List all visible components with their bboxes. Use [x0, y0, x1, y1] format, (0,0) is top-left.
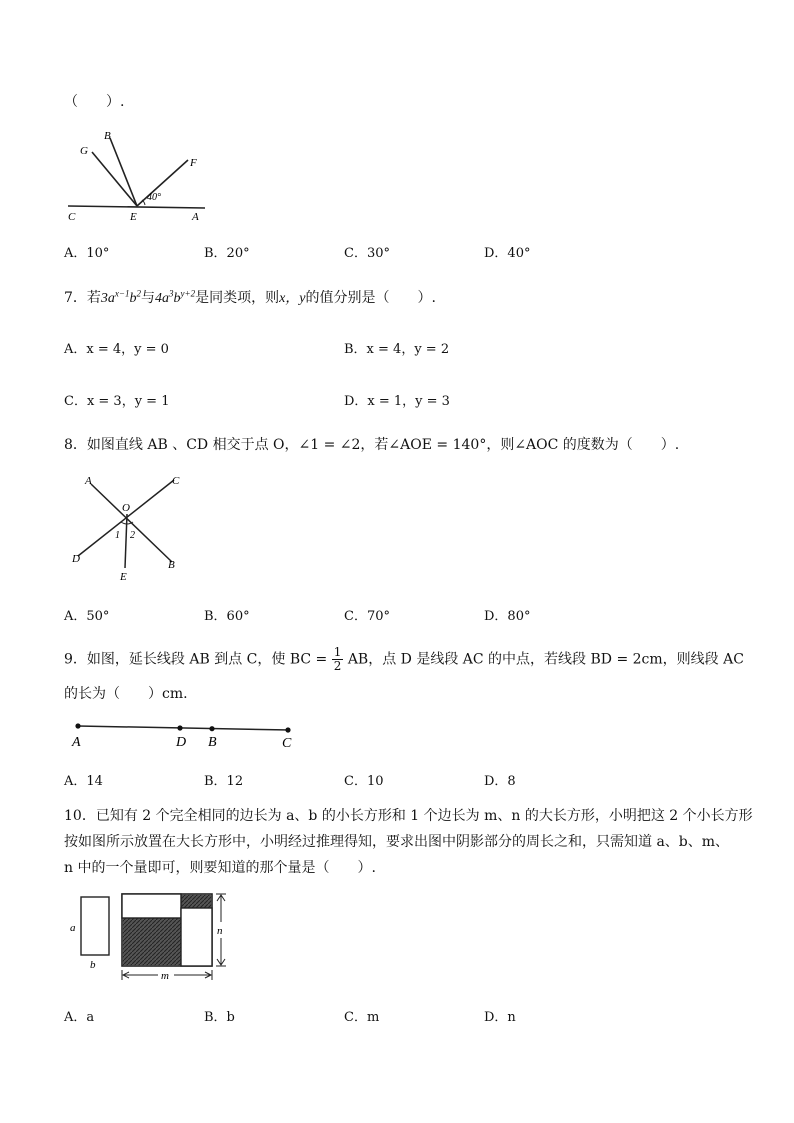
q6-option-d[interactable]: D．40°: [484, 246, 531, 261]
q9-stem-line2: 的长为（ ）cm.: [64, 686, 188, 702]
q7-option-b[interactable]: B．x = 4，y = 2: [344, 342, 450, 357]
q6-label-f: F: [190, 157, 197, 169]
q10-label-n: n: [217, 925, 223, 937]
q9-option-c[interactable]: C．10: [344, 774, 384, 789]
q8-label-a: A: [85, 475, 92, 487]
q8-option-a[interactable]: A．50°: [64, 609, 110, 624]
q9-option-a[interactable]: A．14: [64, 774, 103, 789]
q6-angle-label: 40°: [147, 192, 161, 203]
q8-label-c: C: [172, 475, 180, 487]
q6-label-c: C: [68, 211, 76, 222]
q9-label-c: C: [282, 736, 292, 750]
q8-figure: [64, 470, 194, 586]
q8-stem: 8．如图直线 AB 、CD 相交于点 O，∠1 = ∠2，若∠AOE = 140°，则∠AOC 的度数为（ ）.: [64, 437, 680, 453]
q8-option-d[interactable]: D．80°: [484, 609, 531, 624]
q9-label-d: D: [176, 735, 187, 750]
q8-label-e: E: [120, 571, 127, 583]
q10-option-c[interactable]: C．m: [344, 1010, 380, 1025]
q8-option-c[interactable]: C．70°: [344, 609, 390, 624]
q6-label-g: G: [80, 145, 88, 157]
q8-label-d: D: [72, 553, 80, 565]
q8-label-1: 1: [115, 530, 120, 541]
q9-option-d[interactable]: D．8: [484, 774, 516, 789]
q6-option-b[interactable]: B．20°: [204, 246, 250, 261]
q6-label-e: E: [130, 211, 137, 222]
q7-stem: 7．若$3a^{x-1}b^2$与$4a^3b^{y+2}$是同类项，则x，y的值分别是（ ）.: [64, 288, 436, 306]
q6-figure: [60, 126, 210, 222]
q8-label-b: B: [168, 559, 175, 571]
q7-option-a[interactable]: A．x = 4，y = 0: [64, 342, 169, 357]
q6-option-c[interactable]: C．30°: [344, 246, 390, 261]
q10-label-m: m: [161, 970, 169, 982]
q10-stem-line3: n 中的一个量即可，则要知道的那个量是（ ）.: [64, 860, 376, 876]
q6-option-a[interactable]: A．10°: [64, 246, 110, 261]
q10-figure: [64, 888, 264, 988]
q8-option-b[interactable]: B．60°: [204, 609, 250, 624]
q9-figure: [68, 718, 308, 750]
q10-option-b[interactable]: B．b: [204, 1010, 235, 1025]
q7-option-c[interactable]: C．x = 3，y = 1: [64, 394, 170, 409]
q9-fraction: $\frac{1}{2}$: [333, 645, 342, 673]
q10-label-b: b: [90, 959, 96, 971]
q9-option-b[interactable]: B．12: [204, 774, 244, 789]
q9-label-b: B: [208, 735, 217, 750]
q6-label-b: B: [104, 130, 111, 142]
q9-label-a: A: [72, 735, 81, 750]
q10-option-a[interactable]: A．a: [64, 1010, 95, 1025]
q8-label-2: 2: [130, 530, 135, 541]
q6-stem-tail: （ ）.: [64, 94, 125, 110]
q10-stem-line1: 10．已知有 2 个完全相同的边长为 a、b 的小长方形和 1 个边长为 m、n 的大长方形，小明把这 2 个小长方形: [64, 808, 753, 824]
q10-stem-line2: 按如图所示放置在大长方形中，小明经过推理得知，要求出图中阴影部分的周长之和，只需知道 a、b、m、: [64, 834, 730, 850]
q10-label-a: a: [70, 922, 76, 934]
q6-label-a: A: [192, 211, 199, 222]
q9-stem-line1: 9．如图，延长线段 AB 到点 C，使 BC = $\frac{1}{2}$ AB，点 D 是线段 AC 的中点，若线段 BD = 2cm，则线段 AC: [64, 645, 744, 673]
q10-option-d[interactable]: D．n: [484, 1010, 516, 1025]
q7-option-d[interactable]: D．x = 1，y = 3: [344, 394, 450, 409]
q8-label-o: O: [122, 502, 130, 514]
